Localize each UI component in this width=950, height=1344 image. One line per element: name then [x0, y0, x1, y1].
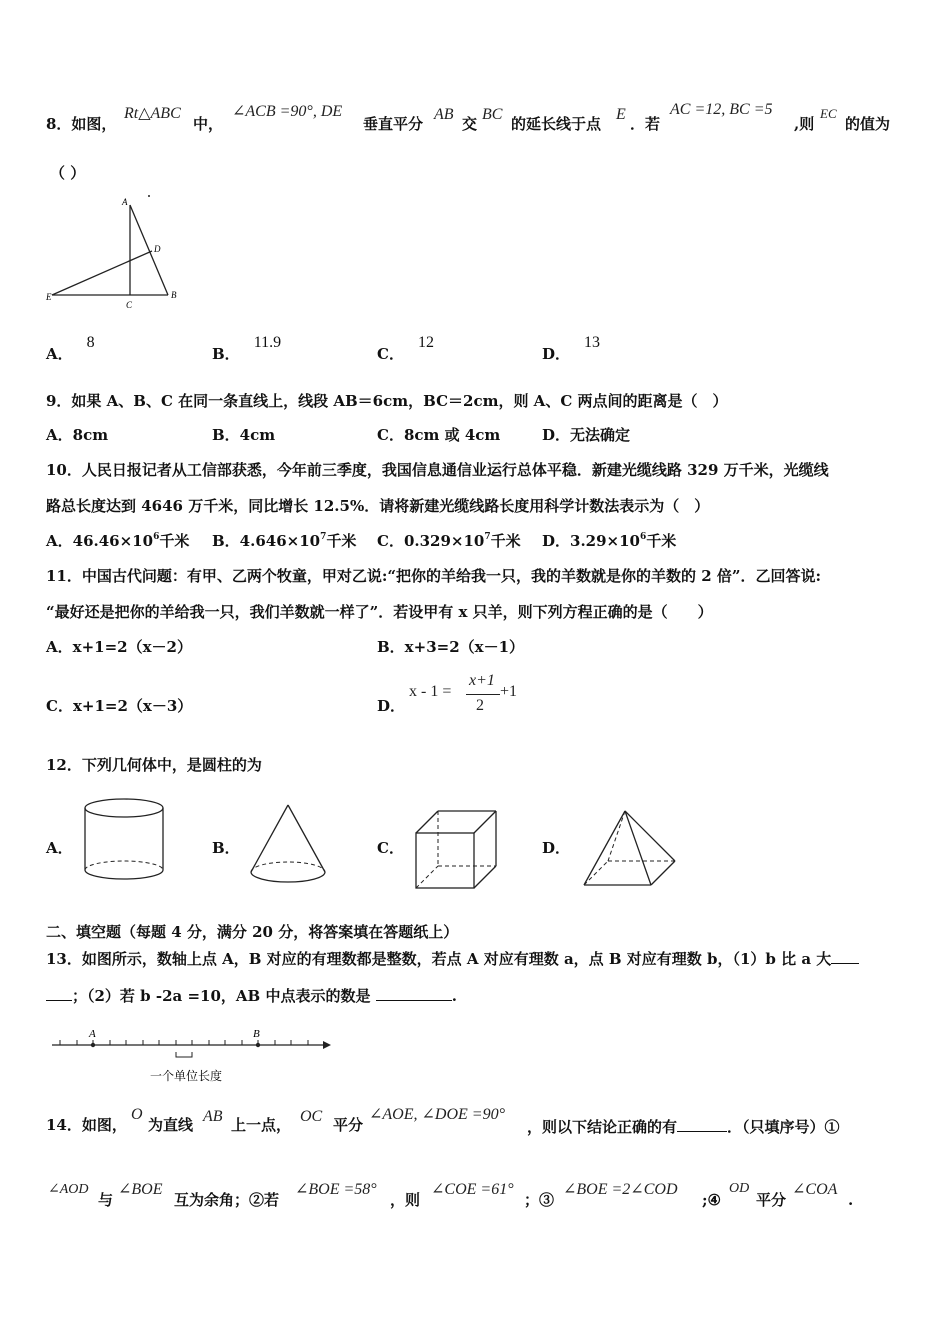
q14-number: 14．如图，: [46, 1116, 127, 1134]
q14-boe: ∠BOE: [118, 1181, 163, 1198]
q8-jiao: 交: [462, 115, 478, 133]
q9-option-d[interactable]: D．无法确定: [542, 426, 631, 444]
q14-then-line: [527, 1115, 840, 1137]
q8-rt-triangle: Rt△ABC: [124, 105, 181, 122]
q8-ab: AB: [434, 106, 454, 123]
q13-line2-end: .: [451, 987, 457, 1005]
q8-paren: （ ）: [50, 164, 86, 182]
q12-option-a[interactable]: A．: [46, 839, 73, 857]
q8-option-a-label: A．: [46, 345, 73, 363]
q14-oc: OC: [300, 1108, 323, 1125]
q10-option-d-label: D．3.29×10: [542, 532, 640, 550]
q8-option-c[interactable]: [377, 334, 434, 365]
q10-option-d-unit: 千米: [646, 532, 677, 550]
q10-option-b-label: B．4.646×10: [212, 532, 321, 550]
q10-option-d-exp: 6: [639, 532, 647, 542]
q9-option-a[interactable]: A．8cm: [46, 426, 109, 444]
q14-ze: ，则: [390, 1191, 421, 1209]
q8-option-a[interactable]: [46, 334, 95, 365]
q11-option-b[interactable]: B．x+3=2（x－1）: [377, 638, 525, 656]
q8-option-d-label: D．: [542, 345, 571, 363]
q11-option-a[interactable]: A．x+1=2（x－2）: [46, 638, 192, 656]
q13-line1: [46, 947, 859, 969]
q10-option-c-exp: 7: [484, 532, 491, 542]
q14-dot: .: [848, 1191, 854, 1209]
q14-tail: ．（只填序号）①: [727, 1118, 840, 1136]
q13-line2: [46, 984, 457, 1006]
q8-option-c-label: C．: [377, 345, 404, 363]
q10-option-a-label: A．46.46×10: [46, 532, 154, 550]
q11-option-d-tail: +1: [500, 683, 518, 700]
q10-option-c-label: C．0.329×10: [377, 532, 485, 550]
q10-option-a-unit: 千米: [159, 532, 190, 550]
q12-text: 12．下列几何体中，是圆柱的为: [46, 756, 262, 774]
q10-line2: 路总长度达到 4646 万千米，同比增长 12.5%．请将新建光缆线路长度用科学计数法表示为（ ）: [46, 497, 710, 515]
q9-option-c[interactable]: C．8cm 或 4cm: [377, 426, 501, 444]
q13-blank-1b[interactable]: [46, 984, 72, 1001]
section-2-title: 二、填空题（每题 4 分，满分 20 分，将答案填在答题纸上）: [46, 923, 459, 941]
q12-cylinder-figure: [80, 795, 170, 890]
q8-option-b-label: B．: [212, 345, 240, 363]
q14-boe58: ∠BOE =58°: [295, 1181, 377, 1198]
q8-option-b[interactable]: [212, 334, 282, 365]
q14-on: 为直线: [148, 1116, 194, 1134]
q11-option-d-denominator: 2: [476, 697, 484, 714]
q8-ext: 的延长线于点: [511, 115, 602, 133]
q8-zhong: 中，: [193, 115, 224, 133]
q14-c4: ;④: [702, 1191, 721, 1209]
q13-number-line: [46, 1022, 336, 1092]
q14-coa: ∠COA: [792, 1181, 838, 1198]
q8-ec: EC: [820, 106, 837, 121]
q8-triangle-figure: [40, 190, 200, 315]
q8-ze: ,则: [794, 115, 815, 133]
q8-label-d: D: [154, 244, 161, 254]
q14-c3: ；③: [524, 1191, 555, 1209]
q11-option-c[interactable]: C．x+1=2（x－3）: [46, 697, 193, 715]
q14-bisect2: 平分: [756, 1191, 787, 1209]
q10-option-c[interactable]: [377, 531, 521, 554]
q9-text: 9．如果 A、B、C 在同一条直线上，线段 AB＝6cm，BC＝2cm，则 A、C 两点间的距离是（ ）: [46, 392, 728, 410]
q10-option-b[interactable]: [212, 531, 356, 554]
q8-angle: ∠ACB =90°, DE: [232, 103, 343, 120]
q13-line1-text: 13．如图所示，数轴上点 A，B 对应的有理数都是整数，若点 A 对应有理数 a，点 B 对应有理数 b，（1）b 比 a 大: [46, 950, 832, 968]
q8-label-e: E: [46, 292, 52, 302]
q8-option-d-value: 13: [584, 334, 601, 351]
q14-aod: ∠AOD: [48, 1182, 89, 1197]
q10-line1: 10．人民日报记者从工信部获悉，今年前三季度，我国信息通信业运行总体平稳．新建光缆线路 329 万千米，光缆线: [46, 461, 829, 479]
q13-label-b: B: [253, 1028, 260, 1040]
q10-option-b-exp: 7: [320, 532, 327, 542]
q8-dot-mark: [148, 195, 150, 197]
q12-cone-figure: [245, 800, 335, 890]
q12-pyramid-figure: [578, 805, 683, 895]
q8-option-a-value: 8: [86, 334, 95, 351]
q14-condition: ∠AOE, ∠DOE =90°: [369, 1106, 505, 1123]
q12-option-b[interactable]: B．: [212, 839, 240, 857]
q14-then: ，则以下结论正确的有: [527, 1118, 678, 1136]
q12-option-c[interactable]: C．: [377, 839, 404, 857]
q13-point-a: [91, 1043, 95, 1047]
q10-option-b-unit: 千米: [326, 532, 357, 550]
q8-e: E: [616, 106, 626, 123]
q14-ab: AB: [203, 1108, 223, 1125]
q11-option-d-fraction-bar: [466, 694, 500, 695]
q9-option-b[interactable]: B．4cm: [212, 426, 276, 444]
q8-label-b: B: [171, 290, 177, 300]
q8-given: AC =12, BC =5: [670, 101, 773, 118]
q11-option-d-lhs: x - 1 =: [409, 683, 452, 700]
q11-line1: 11．中国古代问题：有甲、乙两个牧童，甲对乙说:“把你的羊给我一只，我的羊数就是你的羊数的 2 倍”．乙回答说:: [46, 567, 822, 585]
q14-bisect: 平分: [333, 1116, 364, 1134]
q10-option-a-exp: 6: [153, 532, 160, 542]
q14-answer-blank[interactable]: [677, 1115, 727, 1132]
q11-option-d-label[interactable]: D．: [377, 697, 406, 715]
q10-option-d[interactable]: [542, 531, 676, 554]
q8-label-a: A: [122, 197, 128, 207]
q8-number: 8．如图，: [46, 115, 117, 133]
q12-option-d[interactable]: D．: [542, 839, 571, 857]
q10-option-a[interactable]: [46, 531, 189, 554]
q13-line2-text: ；（2）若 b -2a =10，AB 中点表示的数是: [72, 987, 371, 1005]
q13-point-b: [256, 1043, 260, 1047]
q13-blank-1a[interactable]: [831, 947, 859, 964]
q8-ruo: ．若: [630, 115, 661, 133]
q8-option-c-value: 12: [417, 334, 434, 351]
q13-unit-label: 一个单位长度: [150, 1069, 223, 1083]
q14-od: OD: [729, 1181, 750, 1196]
q8-option-b-value: 11.9: [253, 334, 282, 351]
q14-comp: 互为余角；②若: [174, 1191, 280, 1209]
q11-option-d-numerator: x+1: [469, 672, 495, 689]
q13-label-a: A: [89, 1028, 96, 1040]
q11-line2: “最好还是把你的羊给我一只，我们羊数就一样了”．若设甲有 x 只羊，则下列方程正确的是（ ）: [46, 603, 713, 621]
q14-coe61: ∠COE =61°: [431, 1181, 514, 1198]
q12-cube-figure: [410, 805, 505, 895]
q8-option-d[interactable]: [542, 334, 601, 365]
q14-yu: 与: [98, 1191, 114, 1209]
q8-end: 的值为: [845, 115, 891, 133]
q14-point: 上一点，: [231, 1116, 292, 1134]
q14-o: O: [131, 1106, 143, 1123]
q8-line1: [46, 114, 116, 134]
q8-perp: 垂直平分: [363, 115, 424, 133]
q8-bc: BC: [482, 106, 503, 123]
q10-option-c-unit: 千米: [490, 532, 521, 550]
q8-label-c: C: [126, 300, 133, 310]
q13-blank-2[interactable]: [376, 984, 452, 1001]
q13-unit-bracket: [176, 1052, 192, 1057]
q14-eq3: ∠BOE =2∠COD: [563, 1181, 678, 1198]
